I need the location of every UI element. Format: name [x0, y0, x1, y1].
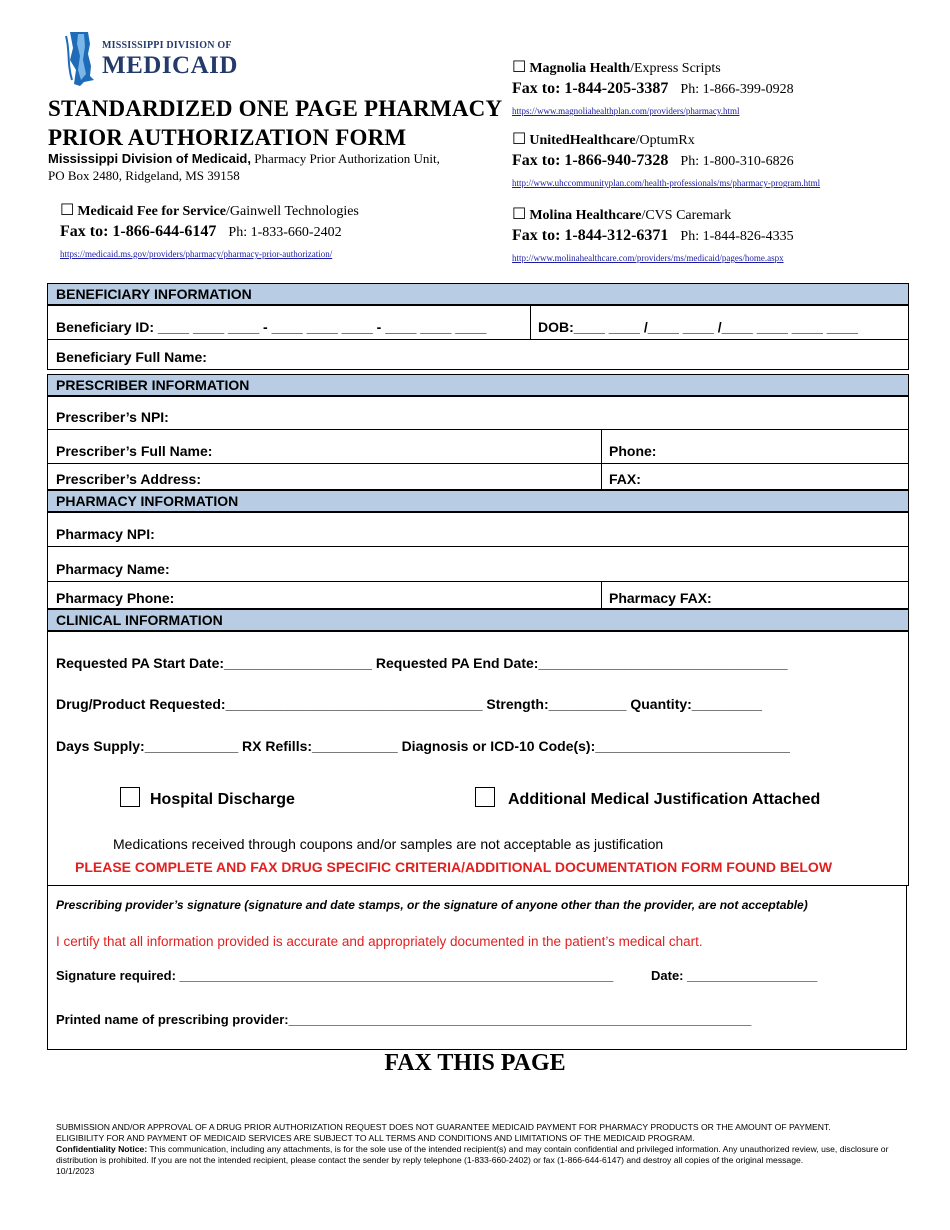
section-header-clinical: CLINICAL INFORMATION [47, 609, 909, 632]
plan-name: Molina Healthcare [529, 208, 642, 223]
beneficiary-name-row [47, 340, 909, 370]
days-supply-line[interactable]: Days Supply:____________ RX Refills:___________ Diagnosis or ICD-10 Code(s):_________________________ [56, 738, 790, 754]
section-header-pharmacy: PHARMACY INFORMATION [47, 490, 909, 513]
plan-fax: Fax to: 1-844-205-3387 [512, 80, 669, 97]
plan-checkbox[interactable]: ☐ [512, 129, 527, 148]
dob-field[interactable]: DOB:____ ____ /____ ____ /____ ____ ____ ____ [538, 319, 858, 335]
prescriber-npi-row [47, 397, 909, 430]
pharmacy-phone-field[interactable]: Pharmacy Phone: [56, 590, 175, 606]
form-title-line2: PRIOR AUTHORIZATION FORM [48, 125, 407, 150]
plan-vendor: /Express Scripts [630, 61, 721, 76]
hospital-discharge-label: Hospital Discharge [150, 791, 295, 808]
agency-unit: Pharmacy Prior Authorization Unit, [251, 151, 440, 166]
certify-statement: I certify that all information provided is accurate and appropriately documented in the patient’s medical chart. [56, 934, 703, 949]
beneficiary-id-field[interactable]: Beneficiary ID: ____ ____ ____ - ____ ____ ____ - ____ ____ ____ [56, 319, 487, 335]
prescriber-npi-field[interactable]: Prescriber’s NPI: [56, 409, 169, 425]
pa-dates-line[interactable]: Requested PA Start Date:___________________ Requested PA End Date:________________________________ [56, 655, 788, 671]
plan-vendor: /CVS Caremark [641, 208, 732, 223]
agency-name: Mississippi Division of Medicaid, [48, 151, 251, 166]
agency-address [48, 150, 440, 184]
plan-molina [512, 205, 794, 266]
plan-phone: Ph: 1-866-399-0928 [680, 82, 794, 97]
prescriber-fax-field[interactable]: FAX: [609, 471, 641, 487]
confidentiality-text: This communication, including any attachments, is for the sole use of the intended recipient(s) and may contain confidential and privileged information. Any unauthorized review, use, disclosure or distribution is prohibited. If you are not the intended recipient, please contact the sender by reply telephone (1-833-660-2402) or fax (1-866-644-6147) and destroy all copies of the original message. [56, 1144, 889, 1165]
prescriber-name-row [47, 430, 909, 464]
justification-label: Additional Medical Justification Attached [508, 791, 821, 808]
plan-checkbox[interactable]: ☐ [60, 200, 75, 219]
agency-street: PO Box 2480, Ridgeland, MS 39158 [48, 168, 240, 183]
pharmacy-phone-row [47, 582, 909, 609]
date-field[interactable]: Date: __________________ [651, 968, 818, 983]
plan-unitedhealthcare [512, 130, 820, 191]
confidentiality-label: Confidentiality Notice: [56, 1144, 148, 1154]
fax-this-page: FAX THIS PAGE [384, 1050, 566, 1076]
plan-url[interactable]: http://www.uhccommunityplan.com/health-professionals/ms/pharmacy-program.html [512, 178, 821, 188]
plan-url[interactable]: https://medicaid.ms.gov/providers/pharmacy/pharmacy-prior-authorization/ [60, 249, 333, 259]
red-notice: PLEASE COMPLETE AND FAX DRUG SPECIFIC CRITERIA/ADDITIONAL DOCUMENTATION FORM FOUND BELOW [75, 859, 833, 875]
logo-top-text: MISSISSIPPI DIVISION OF [102, 40, 232, 51]
plan-checkbox[interactable]: ☐ [512, 57, 527, 76]
coupon-note: Medications received through coupons and/or samples are not acceptable as justification [113, 836, 664, 852]
plan-name: UnitedHealthcare [529, 133, 636, 148]
plan-name: Medicaid Fee for Service [77, 204, 226, 219]
plan-url[interactable]: http://www.molinahealthcare.com/providers/ms/medicaid/pages/home.aspx [512, 253, 784, 263]
beneficiary-id-row [47, 306, 909, 340]
mississippi-state-icon [64, 30, 100, 88]
medicaid-logo [62, 30, 252, 92]
printed-name-field[interactable]: Printed name of prescribing provider:________________________________________________________________ [56, 1012, 752, 1027]
plan-url[interactable]: https://www.magnoliahealthplan.com/providers/pharmacy.html [512, 106, 740, 116]
pharmacy-npi-field[interactable]: Pharmacy NPI: [56, 526, 155, 542]
prescriber-name-field[interactable]: Prescriber’s Full Name: [56, 443, 213, 459]
signature-note: Prescribing provider’s signature (signature and date stamps, or the signature of anyone other than the provider, are not acceptable) [56, 898, 808, 912]
footer-disclaimer-2: ELIGIBILITY FOR AND PAYMENT OF MEDICAID SERVICES ARE SUBJECT TO ALL TERMS AND CONDITIONS AND LIMITATIONS OF THE MEDICAID PROGRAM. [56, 1133, 695, 1143]
prescriber-phone-field[interactable]: Phone: [609, 443, 657, 459]
form-title-line1: STANDARDIZED ONE PAGE PHARMACY [48, 96, 503, 121]
pharmacy-name-field[interactable]: Pharmacy Name: [56, 561, 170, 577]
justification-checkbox[interactable] [475, 787, 495, 807]
plan-fax: Fax to: 1-866-644-6147 [60, 223, 217, 240]
plan-name: Magnolia Health [529, 61, 631, 76]
beneficiary-name-field[interactable]: Beneficiary Full Name: [56, 349, 207, 365]
footer [56, 1122, 906, 1177]
plan-medicaid-ffs [60, 201, 359, 262]
footer-date: 10/1/2023 [56, 1166, 95, 1176]
plan-magnolia [512, 58, 794, 119]
plan-phone: Ph: 1-833-660-2402 [228, 225, 342, 240]
form-title [48, 94, 502, 152]
footer-disclaimer-1: SUBMISSION AND/OR APPROVAL OF A DRUG PRIOR AUTHORIZATION REQUEST DOES NOT GUARANTEE MEDICAID PAYMENT FOR PHARMACY PRODUCTS OR THE AMOUNT OF PAYMENT. [56, 1122, 831, 1132]
prescriber-address-field[interactable]: Prescriber’s Address: [56, 471, 201, 487]
logo-main-text: MEDICAID [102, 52, 238, 79]
drug-product-line[interactable]: Drug/Product Requested:_________________________________ Strength:__________ Quantity:_________ [56, 696, 762, 712]
signature-field[interactable]: Signature required: ____________________________________________________________ [56, 968, 614, 983]
plan-vendor: /Gainwell Technologies [225, 204, 359, 219]
section-header-beneficiary: BENEFICIARY INFORMATION [47, 283, 909, 306]
hospital-discharge-checkbox[interactable] [120, 787, 140, 807]
plan-fax: Fax to: 1-866-940-7328 [512, 152, 669, 169]
pharmacy-fax-field[interactable]: Pharmacy FAX: [609, 590, 712, 606]
plan-vendor: /OptumRx [635, 133, 695, 148]
prescriber-address-row [47, 464, 909, 490]
pharmacy-name-row [47, 547, 909, 582]
plan-phone: Ph: 1-800-310-6826 [680, 154, 794, 169]
plan-checkbox[interactable]: ☐ [512, 204, 527, 223]
plan-phone: Ph: 1-844-826-4335 [680, 229, 794, 244]
plan-fax: Fax to: 1-844-312-6371 [512, 227, 669, 244]
section-header-prescriber: PRESCRIBER INFORMATION [47, 374, 909, 397]
pharmacy-npi-row [47, 513, 909, 547]
